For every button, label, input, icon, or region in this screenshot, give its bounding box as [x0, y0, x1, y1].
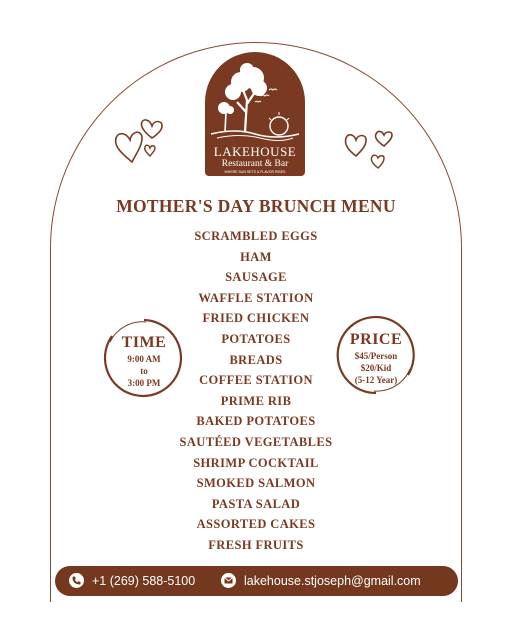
menu-item: ASSORTED CAKES	[196, 517, 316, 532]
time-circle	[102, 316, 186, 400]
menu-item: PASTA SALAD	[211, 496, 301, 511]
hearts-right-icon	[340, 122, 400, 174]
menu-item: PRIME RIB	[220, 393, 292, 408]
page-title: MOTHER'S DAY BRUNCH MENU	[116, 196, 396, 216]
time-label: TIME	[121, 334, 167, 351]
price-adult: $45/Person	[354, 351, 398, 361]
lakehouse-logo	[205, 52, 305, 176]
price-kid-age: (5-12 Year)	[354, 375, 398, 385]
menu-item: SAUSAGE	[225, 270, 287, 285]
time-start: 9:00 AM	[127, 354, 161, 364]
email-contact[interactable]	[221, 566, 421, 596]
menu-item: WAFFLE STATION	[198, 290, 314, 305]
contact-footer	[55, 566, 458, 596]
menu-item: SAUTÉED VEGETABLES	[179, 434, 333, 449]
menu-item: SCRAMBLED EGGS	[194, 229, 318, 243]
menu-item: COFFEE STATION	[199, 373, 313, 388]
menu-item: FRIED CHICKEN	[202, 311, 310, 326]
menu-item: BAKED POTATOES	[196, 414, 316, 429]
email-address: lakehouse.stjoseph@gmail.com	[244, 574, 421, 588]
phone-contact[interactable]	[69, 566, 195, 596]
logo-tagline: WHERE SUN SETS & FLAVOR RISES	[224, 170, 286, 174]
price-kid: $20/Kid	[360, 363, 392, 373]
logo-subtitle: Restaurant & Bar	[221, 159, 289, 169]
menu-item: POTATOES	[221, 331, 291, 346]
menu-item: HAM	[240, 249, 272, 264]
menu-item: SHRIMP COCKTAIL	[193, 455, 319, 470]
menu-item: BREADS	[229, 352, 283, 367]
menu-list	[156, 226, 356, 556]
phone-icon	[69, 573, 84, 588]
price-label: PRICE	[349, 331, 403, 348]
logo-name: LAKEHOUSE	[213, 144, 297, 159]
menu-item: FRESH FRUITS	[208, 537, 304, 552]
mail-icon	[221, 573, 236, 588]
time-separator: to	[140, 366, 148, 376]
hearts-left-icon	[112, 112, 172, 172]
price-circle	[334, 313, 418, 397]
phone-number: +1 (269) 588-5100	[92, 574, 196, 588]
time-end: 3:00 PM	[127, 378, 161, 388]
menu-item: SMOKED SALMON	[196, 476, 316, 491]
